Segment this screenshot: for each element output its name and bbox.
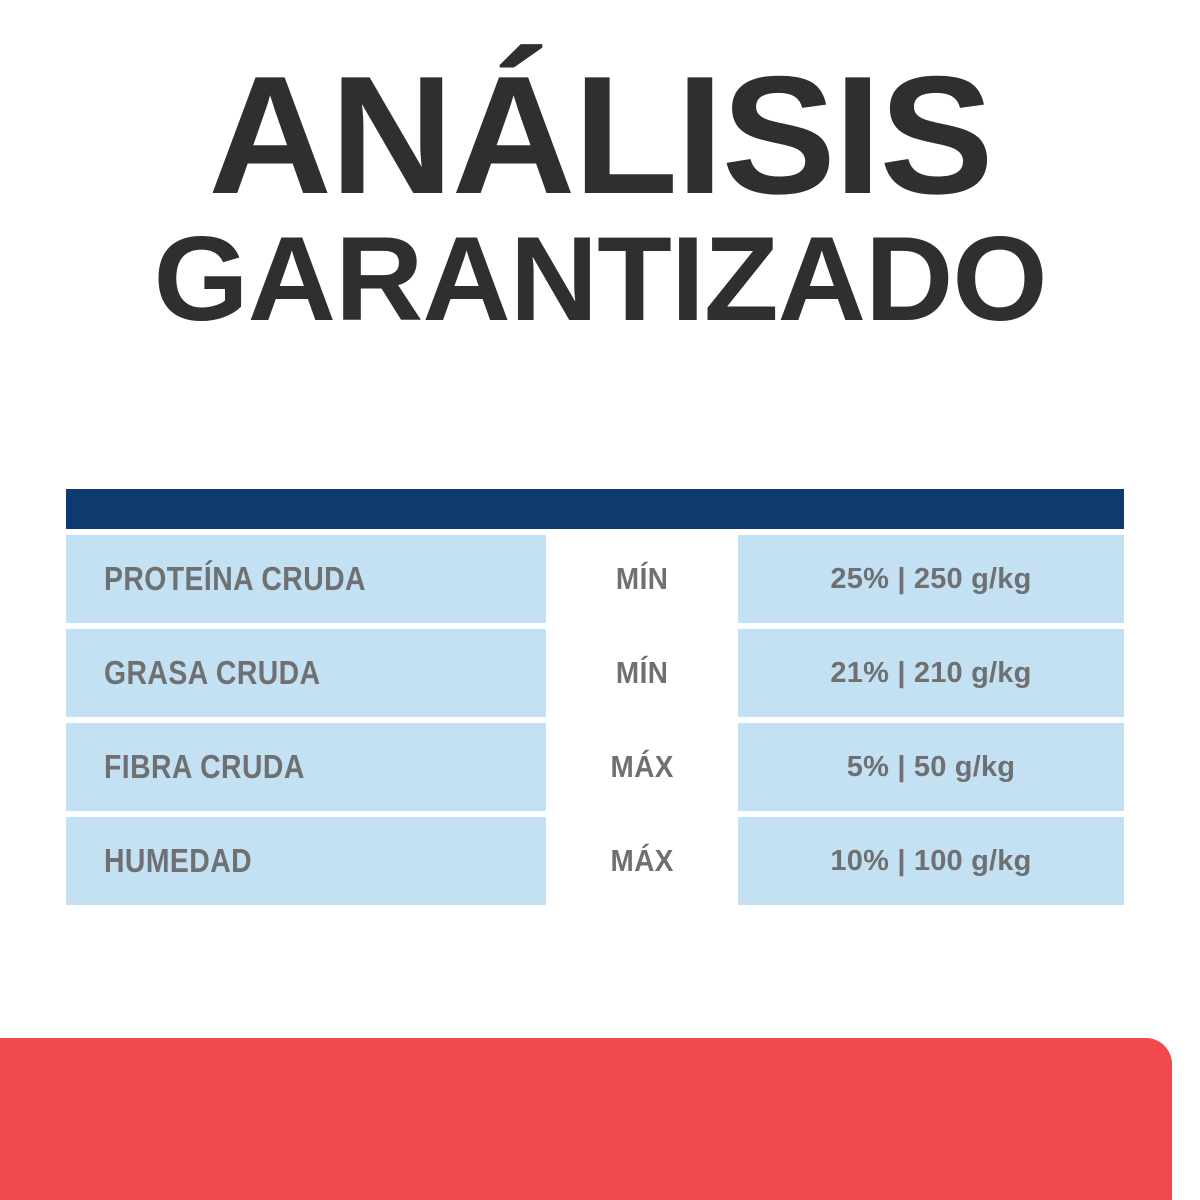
value-label: 5% | 50 g/kg xyxy=(846,750,1016,783)
value-cell xyxy=(738,817,1124,905)
limit-label: MÁX xyxy=(610,843,674,878)
page-title xyxy=(0,41,1200,346)
limit-label: MÍN xyxy=(615,561,669,596)
title-line-1: ANÁLISIS xyxy=(208,41,992,229)
limit-cell xyxy=(546,535,738,623)
value-label: 10% | 100 g/kg xyxy=(830,844,1032,877)
value-label: 25% | 250 g/kg xyxy=(830,562,1032,595)
limit-cell xyxy=(546,723,738,811)
nutrient-cell xyxy=(66,629,546,717)
nutrient-label: GRASA CRUDA xyxy=(104,654,321,691)
limit-cell xyxy=(546,629,738,717)
value-cell xyxy=(738,629,1124,717)
limit-label: MÁX xyxy=(610,749,674,784)
table-row xyxy=(66,723,1124,811)
table-row xyxy=(66,629,1124,717)
guaranteed-analysis-table xyxy=(66,489,1124,905)
bottom-accent-band xyxy=(0,1038,1172,1200)
value-cell xyxy=(738,723,1124,811)
value-label: 21% | 210 g/kg xyxy=(830,656,1032,689)
nutrient-label: HUMEDAD xyxy=(104,842,253,879)
table-row xyxy=(66,535,1124,623)
nutrient-cell xyxy=(66,817,546,905)
title-line-2: GARANTIZADO xyxy=(153,211,1047,346)
nutrient-cell xyxy=(66,535,546,623)
nutrient-label: FIBRA CRUDA xyxy=(104,748,305,785)
value-cell xyxy=(738,535,1124,623)
limit-cell xyxy=(546,817,738,905)
limit-label: MÍN xyxy=(615,655,669,690)
nutrient-label: PROTEÍNA CRUDA xyxy=(104,560,366,597)
nutrient-cell xyxy=(66,723,546,811)
table-header-bar xyxy=(66,489,1124,529)
table-row xyxy=(66,817,1124,905)
